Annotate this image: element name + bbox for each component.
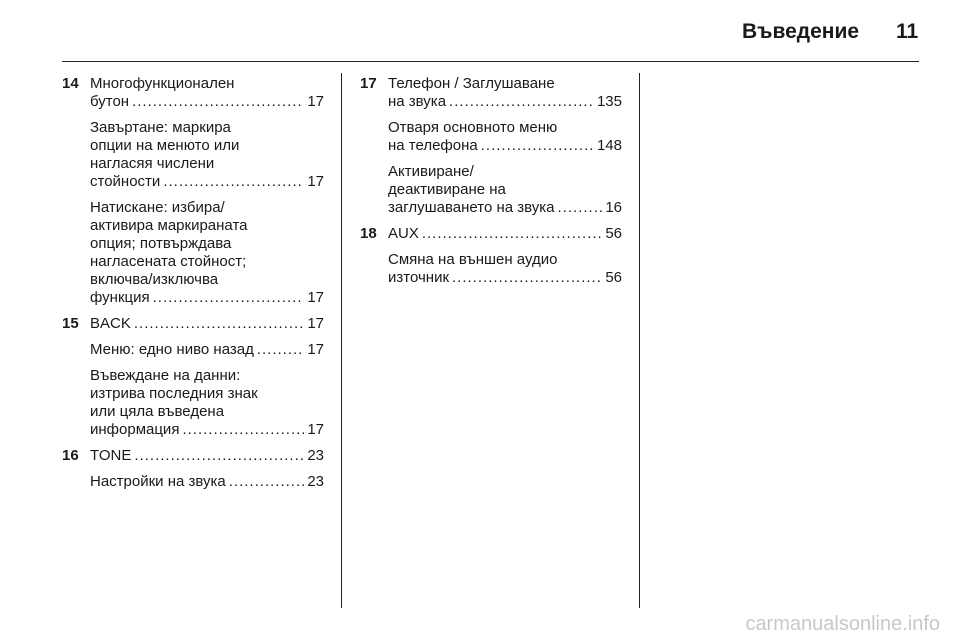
index-item <box>388 251 622 287</box>
page-title: Въведение <box>742 20 860 43</box>
item-page-ref: 17 <box>307 315 324 332</box>
entry-number: 18 <box>360 225 377 242</box>
index-item <box>388 225 622 243</box>
item-text: заглушаването на звука <box>388 199 555 216</box>
item-text: включва/изключва <box>90 271 219 288</box>
header-divider <box>62 61 919 62</box>
index-item <box>388 163 622 217</box>
item-text: Въвеждане на данни: <box>90 367 241 384</box>
item-page-ref: 148 <box>596 137 622 154</box>
dot-leader <box>257 341 304 359</box>
dot-leader <box>182 421 304 439</box>
item-text: Меню: едно ниво назад <box>90 341 254 358</box>
item-leader-line <box>388 199 622 217</box>
item-page-ref: 23 <box>307 473 324 490</box>
item-page-ref: 23 <box>307 447 324 464</box>
index-item <box>388 75 622 111</box>
index-column-left <box>62 75 324 499</box>
dot-leader <box>452 269 602 287</box>
item-leader-line <box>90 341 324 359</box>
item-text: Телефон / Заглушаване <box>388 75 555 92</box>
watermark: carmanualsonline.info <box>745 613 940 635</box>
item-leader-line <box>90 93 324 111</box>
index-item <box>90 341 324 359</box>
entry-number: 16 <box>62 447 79 464</box>
item-page-ref: 56 <box>605 269 622 286</box>
index-item <box>90 199 324 307</box>
item-page-ref: 17 <box>307 173 324 190</box>
item-leader-line <box>388 137 622 155</box>
index-item <box>90 315 324 333</box>
dot-leader <box>153 289 305 307</box>
item-page-ref: 17 <box>307 289 324 306</box>
item-text: Завъртане: маркира <box>90 119 231 136</box>
index-column-right <box>360 75 622 295</box>
dot-leader <box>134 315 304 333</box>
item-leader-line <box>90 289 324 307</box>
dot-leader <box>449 93 594 111</box>
item-page-ref: 17 <box>307 93 324 110</box>
index-entry <box>360 225 622 287</box>
dot-leader <box>558 199 603 217</box>
item-page-ref: 17 <box>307 341 324 358</box>
item-leader-line <box>388 93 622 111</box>
item-text: активира маркираната <box>90 217 248 234</box>
entry-number: 17 <box>360 75 377 92</box>
index-item <box>90 367 324 439</box>
index-entry <box>62 75 324 307</box>
dot-leader <box>481 137 594 155</box>
item-text: BACK <box>90 315 131 332</box>
column-divider <box>639 73 640 608</box>
item-text: Смяна на външен аудио <box>388 251 558 268</box>
item-leader-line <box>90 173 324 191</box>
item-leader-line <box>388 225 622 243</box>
item-text: опции на менюто или <box>90 137 240 154</box>
item-leader-line <box>388 269 622 287</box>
item-page-ref: 56 <box>605 225 622 242</box>
item-text: опция; потвърждава <box>90 235 232 252</box>
item-text: деактивиране на <box>388 181 506 198</box>
item-text: Натискане: избира/ <box>90 199 225 216</box>
item-leader-line <box>90 315 324 333</box>
item-text: бутон <box>90 93 130 110</box>
index-item <box>90 447 324 465</box>
item-text: AUX <box>388 225 419 242</box>
column-divider <box>341 73 342 608</box>
page-number: 11 <box>896 20 919 43</box>
item-text: функция <box>90 289 150 306</box>
item-text: TONE <box>90 447 132 464</box>
dot-leader <box>132 93 304 111</box>
item-text: източник <box>388 269 450 286</box>
item-text: на телефона <box>388 137 478 154</box>
item-leader-line <box>90 473 324 491</box>
item-page-ref: 17 <box>307 421 324 438</box>
dot-leader <box>134 447 304 465</box>
dot-leader <box>229 473 305 491</box>
item-text: Многофункционален <box>90 75 235 92</box>
dot-leader <box>163 173 304 191</box>
entry-number: 14 <box>62 75 79 92</box>
item-text: Активиране/ <box>388 163 474 180</box>
item-text: Настройки на звука <box>90 473 226 490</box>
item-text: изтрива последния знак <box>90 385 258 402</box>
index-item <box>90 473 324 491</box>
item-text: стойности <box>90 173 161 190</box>
item-page-ref: 135 <box>596 93 622 110</box>
item-leader-line <box>90 447 324 465</box>
index-entry <box>62 315 324 439</box>
index-entry <box>360 75 622 217</box>
item-leader-line <box>90 421 324 439</box>
item-text: Отваря основното меню <box>388 119 558 136</box>
entry-number: 15 <box>62 315 79 332</box>
index-entry <box>62 447 324 491</box>
index-item <box>388 119 622 155</box>
item-text: на звука <box>388 93 447 110</box>
item-page-ref: 16 <box>605 199 622 216</box>
dot-leader <box>422 225 602 243</box>
index-item <box>90 119 324 191</box>
item-text: нагласяя числени <box>90 155 215 172</box>
index-item <box>90 75 324 111</box>
item-text: информация <box>90 421 180 438</box>
item-text: нагласената стойност; <box>90 253 247 270</box>
item-text: или цяла въведена <box>90 403 225 420</box>
